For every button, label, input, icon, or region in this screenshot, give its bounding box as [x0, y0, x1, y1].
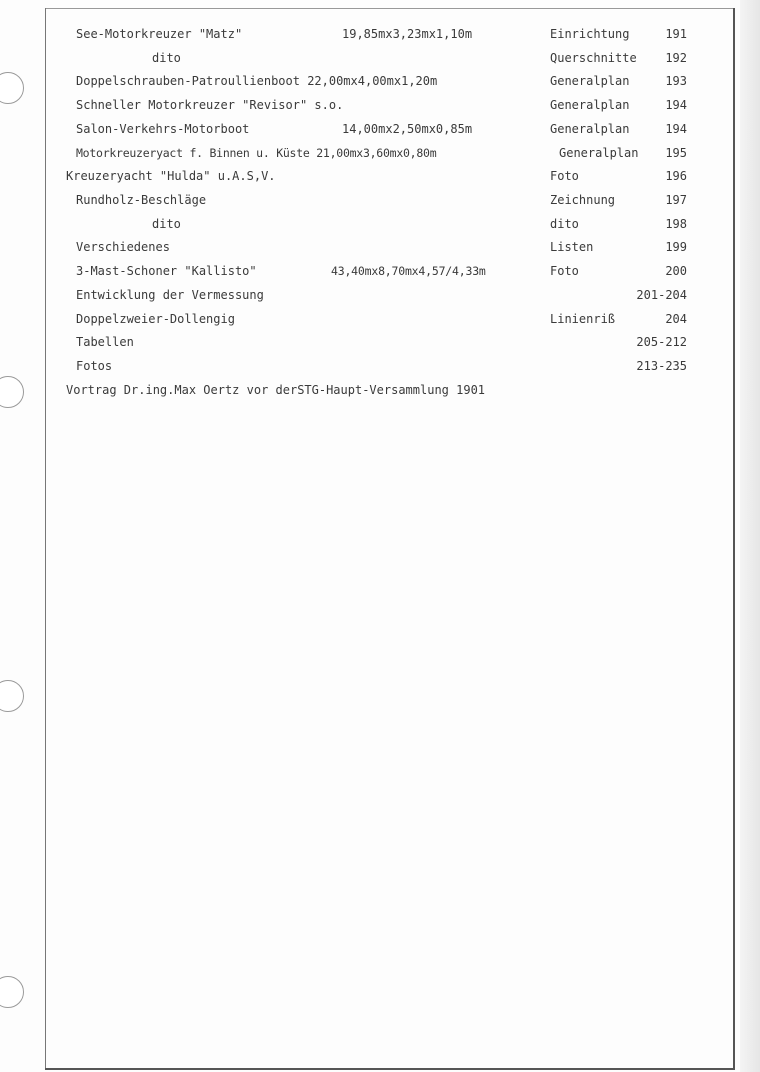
index-entry: [0, 70, 760, 92]
entry-title: dito: [152, 51, 181, 65]
index-entry: [0, 94, 760, 116]
entry-kind: Generalplan: [559, 146, 639, 160]
entry-title: 3-Mast-Schoner "Kallisto": [76, 264, 257, 278]
index-entry: [0, 284, 760, 306]
punch-hole: [0, 976, 24, 1008]
entry-title: See-Motorkreuzer "Matz": [76, 27, 243, 41]
index-entry: [0, 331, 760, 353]
entry-page: 213-235: [636, 359, 687, 373]
index-entry: [0, 260, 760, 282]
index-entry: [0, 165, 760, 187]
frame-border-top: [45, 8, 735, 9]
frame-border-bottom: [45, 1068, 735, 1070]
index-entry: [0, 379, 760, 401]
index-entry: [0, 23, 760, 45]
entry-kind: Generalplan: [550, 74, 630, 88]
entry-kind: Foto: [550, 264, 579, 278]
entry-title: Motorkreuzeryact f. Binnen u. Küste 21,00mx3,60mx0,80m: [76, 146, 437, 160]
entry-page: 204: [665, 312, 687, 326]
entry-title: Schneller Motorkreuzer "Revisor" s.o.: [76, 98, 344, 112]
entry-page: 191: [665, 27, 687, 41]
index-entry: [0, 118, 760, 140]
entry-title: Kreuzeryacht "Hulda" u.A.S,V.: [66, 169, 276, 183]
entry-page: 195: [665, 146, 687, 160]
entry-title: dito: [152, 217, 181, 231]
entry-title: Vortrag Dr.ing.Max Oertz vor derSTG-Haupt-Versammlung 1901: [66, 383, 486, 397]
entry-title: Tabellen: [76, 335, 134, 349]
entry-title: Doppelschrauben-Patroullienboot 22,00mx4,00mx1,20m: [76, 74, 438, 88]
entry-title: Salon-Verkehrs-Motorboot: [76, 122, 250, 136]
entry-title: Doppelzweier-Dollengig: [76, 312, 235, 326]
entry-kind: Zeichnung: [550, 193, 616, 207]
entry-dimensions: 14,00mx2,50mx0,85m: [342, 122, 473, 136]
index-entry: [0, 355, 760, 377]
index-entry: [0, 47, 760, 69]
index-entry: [0, 213, 760, 235]
entry-title: Rundholz-Beschläge: [76, 193, 207, 207]
entry-title: Fotos: [76, 359, 113, 373]
entry-kind: Foto: [550, 169, 579, 183]
index-entry: [0, 236, 760, 258]
entry-kind: Listen: [550, 240, 594, 254]
entry-page: 193: [665, 74, 687, 88]
punch-hole: [0, 680, 24, 712]
entry-page: 192: [665, 51, 687, 65]
entry-kind: Einrichtung: [550, 27, 630, 41]
entry-title: Verschiedenes: [76, 240, 170, 254]
entry-kind: Generalplan: [550, 122, 630, 136]
index-entry: [0, 308, 760, 330]
entry-dimensions: 43,40mx8,70mx4,57/4,33m: [331, 264, 486, 278]
entry-kind: dito: [550, 217, 579, 231]
entry-page: 197: [665, 193, 687, 207]
entry-kind: Generalplan: [550, 98, 630, 112]
entry-kind: Linienriß: [550, 312, 616, 326]
entry-page: 194: [665, 122, 687, 136]
entry-page: 194: [665, 98, 687, 112]
entry-page: 205-212: [636, 335, 687, 349]
entry-page: 199: [665, 240, 687, 254]
index-entry: [0, 142, 760, 164]
entry-kind: Querschnitte: [550, 51, 637, 65]
entry-page: 198: [665, 217, 687, 231]
entry-dimensions: 19,85mx3,23mx1,10m: [342, 27, 473, 41]
entry-title: Entwicklung der Vermessung: [76, 288, 264, 302]
entry-page: 196: [665, 169, 687, 183]
index-entry: [0, 189, 760, 211]
entry-page: 201-204: [636, 288, 687, 302]
entry-page: 200: [665, 264, 687, 278]
